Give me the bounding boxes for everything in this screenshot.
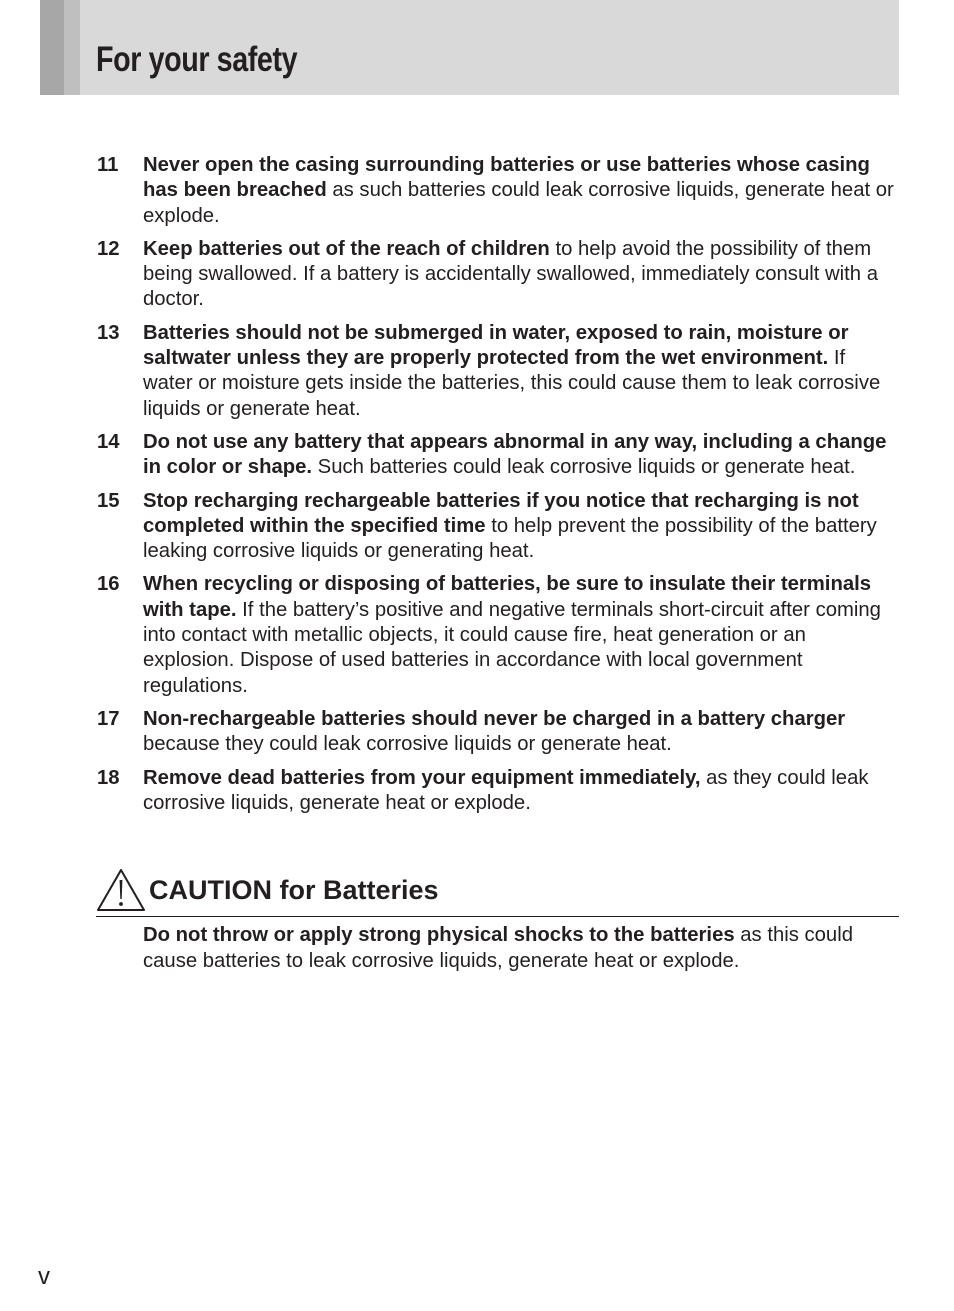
item-body-text: to help avoid the possibility of them being swallowed. If a battery is accidentally swallowed, immediately consult with a doctor. [143,237,878,311]
item-number: 15 [97,489,120,512]
item-text [143,489,897,565]
item-body-text: If the battery’s positive and negative terminals short-circuit after coming into contact with metallic objects, it could cause fire, heat generation or an explosion. Dispose of used batteries in accordance with local government regulations. [143,598,881,697]
header-accent-light [64,0,80,95]
item-text [143,237,897,313]
item-body-text: because they could leak corrosive liquids or generate heat. [143,733,672,756]
item-number: 11 [97,154,119,176]
item-bold-text: Keep batteries out of the reach of children [143,237,550,260]
safety-item-16 [97,572,897,698]
safety-item-13 [97,321,897,422]
item-bold-text: Remove dead batteries from your equipment immediately, [143,766,701,789]
caution-title: CAUTION for Batteries [149,875,439,905]
item-bold-text: Stop recharging rechargeable batteries if you notice that recharging is not completed within the specified time [143,489,859,537]
page-title: For your safety [96,40,298,79]
safety-item-15 [97,489,897,565]
item-text [143,766,897,817]
item-bold-text: When recycling or disposing of batteries, be sure to insulate their terminals with tape. [143,573,872,621]
safety-item-12 [97,237,897,313]
item-bold-text: Non-rechargeable batteries should never be charged in a battery charger [143,707,846,730]
safety-item-17 [97,707,897,758]
item-text [143,321,897,422]
caution-body [143,923,893,974]
item-number: 12 [97,237,120,260]
caution-bold-text: Do not throw or apply strong physical shocks to the batteries [143,924,735,946]
item-text [143,153,897,229]
item-body-text: as they could leak corrosive liquids, generate heat or explode. [143,766,869,814]
warning-triangle-icon [96,868,146,912]
item-text [143,572,897,698]
item-number: 16 [97,573,120,596]
item-bold-text: Never open the casing surrounding batteries or use batteries whose casing has been breached [143,154,870,202]
item-number: 17 [97,707,120,730]
item-bold-text: Do not use any battery that appears abnormal in any way, including a change in color or shape. [143,430,887,479]
item-body-text: as such batteries could leak corrosive liquids, generate heat or explode. [143,179,894,227]
item-bold-text: Batteries should not be submerged in water, exposed to rain, moisture or saltwater unless they are properly protected from the wet environment. [143,321,849,370]
page-number: v [38,1263,50,1290]
safety-item-11 [97,153,897,229]
safety-item-14 [97,430,897,481]
item-body-text: to help prevent the possibility of the battery leaking corrosive liquids or generating heat. [143,514,877,563]
item-number: 14 [97,430,120,453]
item-body-text: If water or moisture gets inside the batteries, this could cause them to leak corrosive liquids or generate heat. [143,347,881,420]
caution-body-text: as this could cause batteries to leak corrosive liquids, generate heat or explode. [143,924,853,972]
caution-heading [96,866,899,917]
safety-list [97,153,897,824]
item-body-text: Such batteries could leak corrosive liquids or generate heat. [312,456,856,479]
item-number: 13 [97,321,120,344]
header-accent-dark [40,0,64,95]
safety-item-18 [97,766,897,817]
item-text [143,430,897,481]
item-number: 18 [97,766,120,789]
item-text [143,707,897,758]
